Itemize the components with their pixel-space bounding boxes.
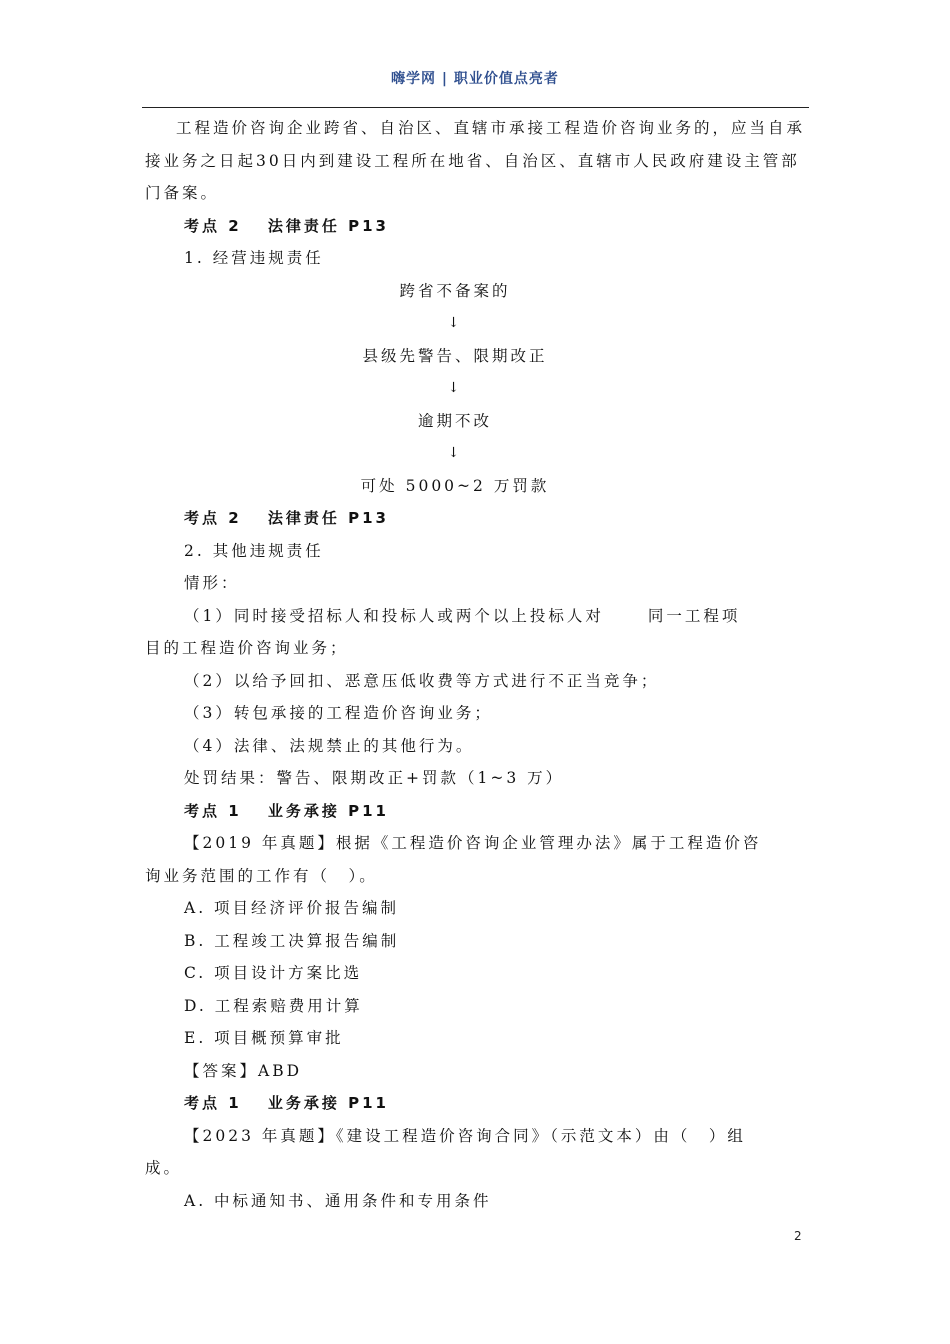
situation-item-1-part-a: （1）同时接受招标人和投标人或两个以上投标人对 — [184, 606, 604, 625]
option-2023-a: A. 中标通知书、通用条件和专用条件 — [184, 1191, 492, 1210]
section3-heading: 考点 1 业务承接 P11 — [184, 801, 389, 820]
section1-heading: 考点 2 法律责任 P13 — [184, 216, 389, 235]
option-b: B. 工程竣工决算报告编制 — [184, 931, 400, 950]
situation-item-3: （3）转包承接的工程造价咨询业务； — [184, 704, 493, 722]
situation-item-1 — [145, 600, 805, 633]
flow-step-1: 跨省不备案的 — [399, 281, 511, 300]
situation-item-1-continued: 目的工程造价咨询业务； — [145, 639, 349, 657]
answer: 【答案】ABD — [184, 1061, 303, 1080]
question-2023-line-2: 成。 — [145, 1159, 183, 1177]
flow-arrow-1: ↓ — [447, 315, 463, 331]
flow-arrow-2: ↓ — [447, 380, 463, 396]
section4-heading: 考点 1 业务承接 P11 — [184, 1094, 389, 1112]
situation-label: 情形： — [184, 574, 240, 592]
section2-heading: 考点 2 法律责任 P13 — [184, 509, 389, 527]
option-c: C. 项目设计方案比选 — [184, 964, 363, 982]
page-number: 2 — [794, 1229, 802, 1243]
flow-step-3: 逾期不改 — [417, 411, 492, 430]
page-header: 嗨学网 | 职业价值点亮者 — [391, 71, 559, 87]
situation-item-4: （4）法律、法规禁止的其他行为。 — [184, 736, 475, 755]
flow-step-2: 县级先警告、限期改正 — [362, 346, 548, 365]
document-body — [145, 112, 805, 1217]
question-2019-line-2: 询业务范围的工作有（ ）。 — [145, 866, 378, 885]
option-e: E. 项目概预算审批 — [184, 1029, 344, 1047]
option-d: D. 工程索赔费用计算 — [184, 996, 363, 1015]
question-2023-line-1: 【2023 年真题】《建设工程造价咨询合同》（示范文本）由（ ）组 — [184, 1126, 746, 1145]
section2-subheading: 2. 其他违规责任 — [184, 541, 324, 560]
header-divider — [142, 107, 809, 108]
situation-item-2: （2）以给予回扣、恶意压低收费等方式进行不正当竞争； — [184, 671, 660, 690]
question-2019-line-1: 【2019 年真题】根据《工程造价咨询企业管理办法》属于工程造价咨 — [184, 834, 762, 852]
intro-paragraph: 工程造价咨询企业跨省、自治区、直辖市承接工程造价咨询业务的，应当自承接业务之日起30日内到建设工程所在地省、自治区、直辖市人民政府建设主管部门备案。 — [145, 119, 806, 202]
section1-subheading: 1. 经营违规责任 — [184, 249, 324, 267]
flow-step-4: 可处 5000~2 万罚款 — [360, 476, 550, 495]
option-a: A. 项目经济评价报告编制 — [184, 899, 400, 917]
situation-item-1-part-b: 同一工程项 — [647, 606, 741, 625]
flow-arrow-3: ↓ — [447, 445, 463, 461]
penalty-result: 处罚结果：警告、限期改正+罚款（1~3 万） — [184, 769, 565, 787]
